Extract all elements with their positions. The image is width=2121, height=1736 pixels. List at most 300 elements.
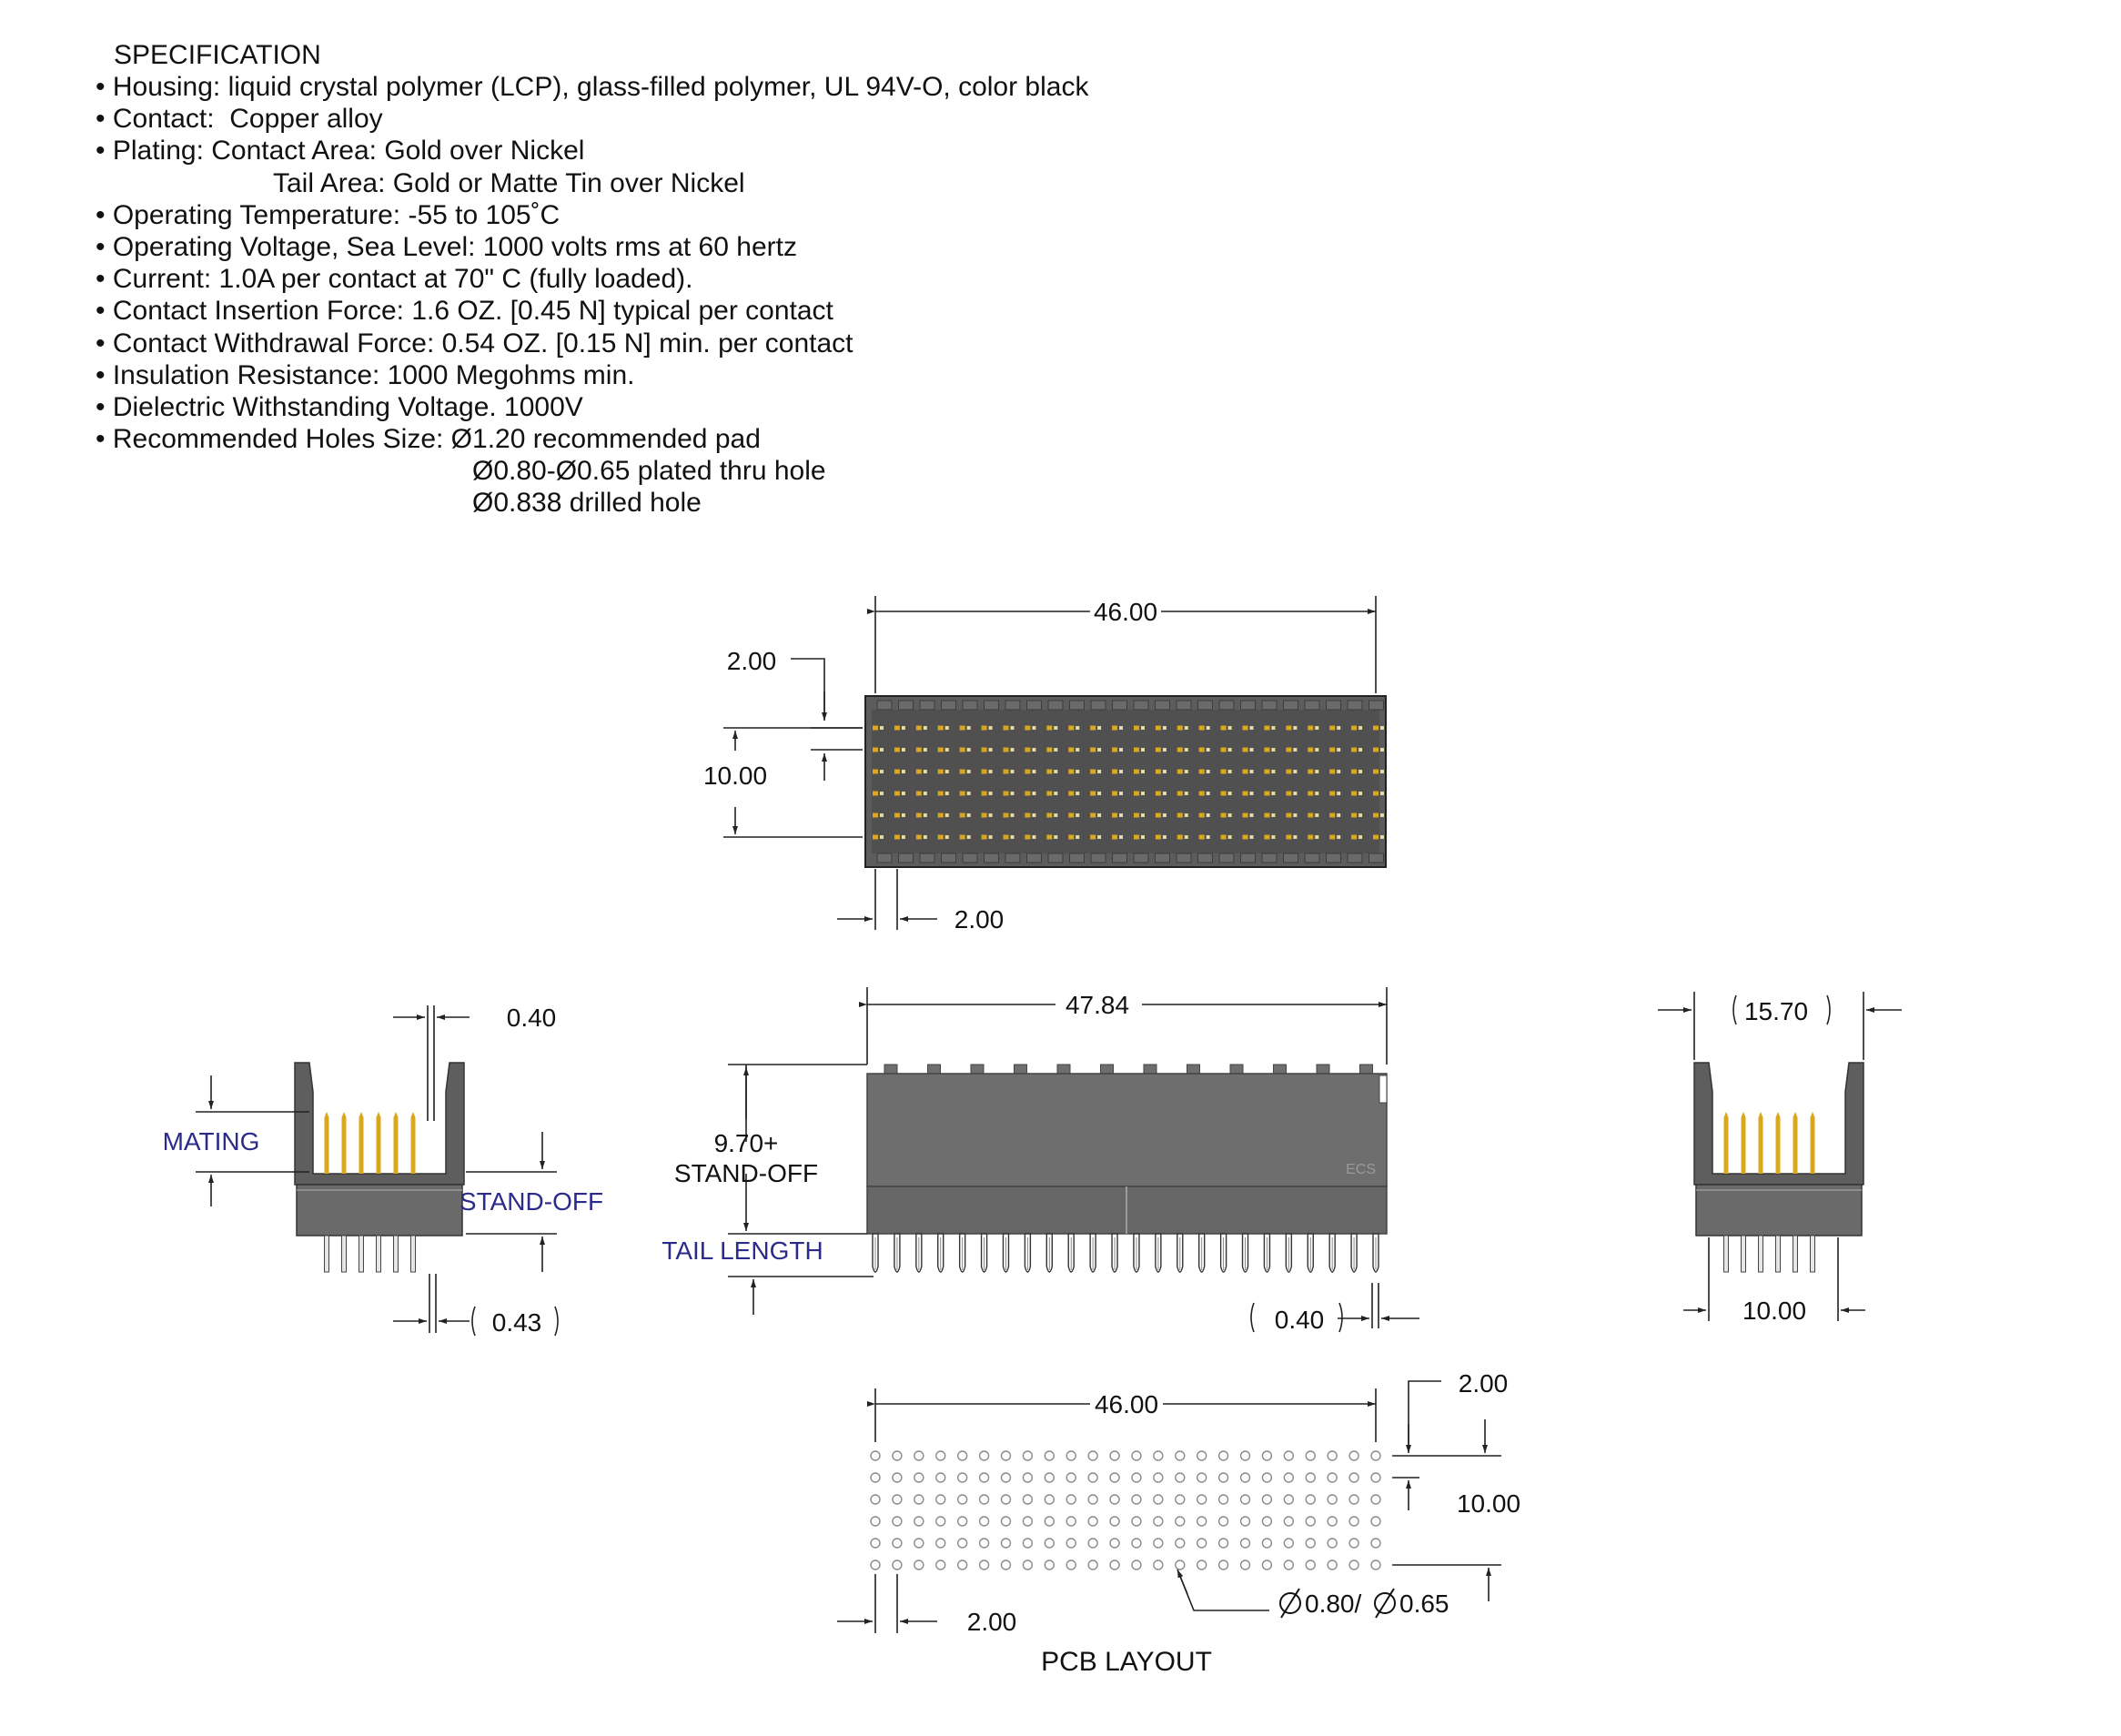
contact-dot-pair [1032,792,1035,795]
contact-dot [1156,770,1161,774]
gold-contact-tip [1759,1112,1763,1117]
gold-contact-tip [1724,1112,1729,1117]
pcb-hole [980,1560,989,1569]
pcb-hole [936,1517,945,1526]
contact-dot-pair [1097,726,1101,730]
spec-holes-plated: Ø0.80-Ø0.65 plated thru hole [472,456,826,487]
tail-pin [342,1236,347,1272]
pcb-hole [1001,1473,1010,1482]
contact-dot [1046,792,1052,796]
pcb-hole [1262,1539,1271,1548]
contact-dot-pair [1010,792,1014,795]
contact-dot-pair [1163,770,1167,773]
contact-dot-pair [989,726,993,730]
pcb-hole [1284,1473,1293,1482]
contact-dot [1221,835,1227,840]
gold-contact-tip [1811,1112,1815,1117]
pcb-hole [1001,1539,1010,1548]
pcb-hole [1045,1451,1054,1460]
contact-dot-pair [1185,770,1188,773]
contact-dot [1177,726,1183,731]
pcb-hole [1066,1495,1076,1504]
top-groove [1198,701,1213,710]
contact-dot [1134,792,1139,796]
contact-dot [1264,770,1269,774]
contact-dot-pair [924,792,927,795]
pcb-hole [1176,1539,1185,1548]
spec-contact: • Contact: Copper alloy [96,104,383,135]
spec-temperature: • Operating Temperature: -55 to 105˚C [96,199,561,230]
contact-dot [1177,835,1183,840]
contact-dot [873,835,878,840]
contact-dot [916,792,922,796]
contact-dot [1329,792,1335,796]
bottom-groove [1027,853,1042,863]
gold-contact-tip [325,1112,329,1117]
front-standoff-label: STAND-OFF [673,1159,819,1187]
pcb-hole [1001,1451,1010,1460]
bottom-groove [1348,853,1362,863]
contact-dot [1025,835,1030,840]
contact-dot [1373,792,1379,796]
contact-dot-pair [1271,726,1275,730]
bottom-groove [1091,853,1106,863]
contact-dot [960,835,965,840]
right-view-housing-lower [1696,1185,1862,1236]
contact-dot [1221,770,1227,774]
left-mating-label: MATING [162,1127,260,1156]
pcb-hole [936,1451,945,1460]
pcb-pitch-dim: 2.00 [966,1608,1017,1636]
pcb-hole [893,1473,902,1482]
front-tail-length-label: TAIL LENGTH [662,1236,823,1265]
pcb-hole [1371,1560,1380,1569]
contact-dot [894,813,900,818]
front-tooth [1144,1065,1156,1074]
contact-dot-pair [1250,770,1254,773]
pcb-hole [1045,1495,1054,1504]
pcb-hole [914,1473,924,1482]
pcb-hole [1154,1495,1163,1504]
pcb-hole [980,1451,989,1460]
pcb-height-dim: 10.00 [1456,1489,1521,1518]
contact-dot [1046,726,1052,731]
top-pitch-dim: 2.00 [954,905,1005,934]
pcb-hole [1284,1560,1293,1569]
top-groove [877,701,892,710]
pcb-hole [1066,1473,1076,1482]
contact-dot [1177,813,1183,818]
contact-dot-pair [1119,726,1123,730]
pcb-hole [914,1517,924,1526]
contact-dot-pair [1250,813,1254,817]
top-groove [1369,701,1384,710]
pcb-hole [914,1560,924,1569]
bottom-groove [985,853,999,863]
contact-dot-pair [945,835,949,839]
pcb-hole [893,1517,902,1526]
top-view-inner [872,710,1379,853]
contact-dot [982,770,987,774]
pcb-hole [1197,1495,1207,1504]
gold-contact-tip [359,1112,364,1117]
contact-dot [960,813,965,818]
pcb-hole [914,1495,924,1504]
contact-dot-pair [1076,726,1079,730]
contact-dot-pair [1207,770,1210,773]
contact-dot [873,770,878,774]
pcb-hole [1219,1473,1228,1482]
tail-pin [394,1236,399,1272]
top-groove [1113,701,1127,710]
bottom-groove [920,853,934,863]
pcb-hole [1132,1473,1141,1482]
contact-dot [938,813,944,818]
contact-dot-pair [945,770,949,773]
contact-dot [1199,726,1205,731]
contact-dot [1025,726,1030,731]
bottom-groove [1305,853,1319,863]
contact-dot-pair [1097,835,1101,839]
contact-dot [1373,835,1379,840]
contact-dot [938,726,944,731]
top-groove [1048,701,1063,710]
pcb-hole [1284,1495,1293,1504]
pcb-hole [1001,1495,1010,1504]
pcb-hole [1241,1473,1250,1482]
spec-holes: • Recommended Holes Size: Ø1.20 recommended pad [96,424,761,455]
contact-dot [1046,835,1052,840]
pcb-hole [1066,1560,1076,1569]
spec-housing: • Housing: liquid crystal polymer (LCP), glass-filled polymer, UL 94V-O, color black [96,72,1089,102]
gold-contact-tip [1776,1112,1781,1117]
front-tooth [1015,1065,1027,1074]
contact-dot [894,748,900,752]
contact-dot [1068,813,1074,818]
contact-dot [894,770,900,774]
pcb-hole [958,1473,967,1482]
contact-dot [982,726,987,731]
contact-dot-pair [1185,813,1188,817]
front-view-latch [1379,1075,1387,1103]
contact-dot [1090,813,1096,818]
contact-dot-pair [1119,770,1123,773]
contact-dot [1199,748,1205,752]
right-view-contacts [1724,1112,1815,1174]
contact-dot [1329,813,1335,818]
pcb-hole [1088,1473,1097,1482]
pcb-hole [1306,1473,1315,1482]
pcb-hole [1219,1539,1228,1548]
contact-dot [1112,726,1117,731]
left-tail-dim: 0.43 [491,1308,542,1337]
contact-dot [1373,770,1379,774]
contact-dot-pair [1032,726,1035,730]
contact-dot-pair [989,770,993,773]
tail-pin [359,1236,364,1272]
gold-contact [1742,1117,1746,1174]
contact-dot-pair [1250,748,1254,752]
left-view-contacts [325,1112,416,1174]
contact-dot [1286,835,1291,840]
contact-dot [938,792,944,796]
pcb-hole [1371,1495,1380,1504]
pcb-hole-grid [871,1451,1380,1569]
contact-dot [1090,835,1096,840]
contact-dot [1068,792,1074,796]
pcb-hole [1023,1539,1032,1548]
pcb-width-dim: 46.00 [1094,1390,1159,1418]
contact-dot-pair [1271,770,1275,773]
contact-dot [1156,726,1161,731]
pcb-hole [1088,1451,1097,1460]
bottom-groove [1048,853,1063,863]
tail-pin [411,1236,416,1272]
contact-dot [1112,792,1117,796]
contact-dot-pair [1293,835,1297,839]
contact-dot-pair [924,726,927,730]
bottom-groove [1262,853,1277,863]
contact-dot-pair [1054,813,1057,817]
contact-dot-pair [1032,770,1035,773]
contact-dot-pair [1119,792,1123,795]
contact-dot-pair [1358,726,1362,730]
contact-dot [1003,813,1008,818]
bottom-groove [1327,853,1341,863]
top-groove [1262,701,1277,710]
pcb-hole [1088,1560,1097,1569]
contact-dot [1003,748,1008,752]
contact-dot-pair [1293,726,1297,730]
contact-dot [1003,726,1008,731]
pcb-hole [936,1495,945,1504]
contact-dot [1025,813,1030,818]
pcb-hole [1088,1495,1097,1504]
pcb-hole [1197,1539,1207,1548]
pcb-hole [1219,1451,1228,1460]
contact-dot [1177,792,1183,796]
contact-dot-pair [1293,792,1297,795]
contact-dot-pair [1185,792,1188,795]
left-view-tails [325,1236,416,1272]
pcb-hole [1197,1451,1207,1460]
bottom-groove [877,853,892,863]
pcb-hole [936,1473,945,1482]
contact-dot [1264,813,1269,818]
pcb-hole [1088,1539,1097,1548]
pcb-hole [936,1539,945,1548]
contact-dot [916,813,922,818]
contact-dot-pair [967,748,971,752]
right-view-tails [1724,1236,1815,1272]
front-tooth [1187,1065,1200,1074]
contact-dot [1373,748,1379,752]
contact-dot [916,726,922,731]
contact-dot-pair [902,726,905,730]
contact-dot-pair [1380,726,1384,730]
pcb-hole [936,1560,945,1569]
spec-withdrawal-force: • Contact Withdrawal Force: 0.54 OZ. [0.15 N] min. per contact [96,328,853,358]
contact-dot-pair [1010,726,1014,730]
contact-dot [960,748,965,752]
contact-dot-pair [1228,792,1232,795]
bottom-groove [899,853,914,863]
pcb-hole [1241,1560,1250,1569]
pcb-hole [1371,1539,1380,1548]
right-width-dim: 15.70 [1743,997,1809,1025]
contact-dot-pair [1250,835,1254,839]
contact-dot [938,835,944,840]
tail-pin [1759,1236,1763,1272]
top-groove [963,701,977,710]
contact-dot [1068,726,1074,731]
contact-dot-pair [1337,748,1340,752]
contact-dot [1308,770,1313,774]
contact-dot-pair [1163,835,1167,839]
pcb-hole [1088,1517,1097,1526]
pcb-hole [1066,1517,1076,1526]
pcb-hole [1241,1495,1250,1504]
pcb-hole [1349,1495,1358,1504]
contact-dot-pair [1119,835,1123,839]
contact-dot-pair [1315,770,1318,773]
contact-dot-pair [1010,835,1014,839]
gold-contact [1724,1117,1729,1174]
contact-dot-pair [1271,748,1275,752]
pcb-hole [1349,1517,1358,1526]
contact-dot-pair [1380,770,1384,773]
pcb-hole [1284,1451,1293,1460]
pcb-hole [1110,1473,1119,1482]
contact-dot [894,835,900,840]
pcb-hole [914,1451,924,1460]
bottom-groove [942,853,956,863]
pcb-hole [914,1539,924,1548]
contact-dot-pair [1141,813,1145,817]
front-view-marking: ECS [1346,1162,1376,1177]
contact-dot [916,748,922,752]
contact-dot-pair [1315,748,1318,752]
contact-dot-pair [1032,813,1035,817]
pcb-hole [1328,1451,1337,1460]
front-standoff-value: 9.70+ [713,1129,779,1157]
contact-dot [1090,792,1096,796]
pcb-hole [1023,1560,1032,1569]
bottom-groove [1284,853,1298,863]
spec-dielectric: • Dielectric Withstanding Voltage. 1000V [96,391,583,422]
contact-dot-pair [1207,792,1210,795]
contact-dot [1264,835,1269,840]
pcb-hole [1262,1495,1271,1504]
gold-contact-tip [411,1112,416,1117]
contact-dot-pair [902,835,905,839]
pcb-hole [1132,1495,1141,1504]
pcb-hole [1197,1560,1207,1569]
pcb-hole [871,1451,880,1460]
gold-contact [325,1117,329,1174]
pcb-hole [1284,1539,1293,1548]
contact-dot-pair [945,813,949,817]
contact-dot-pair [945,748,949,752]
contact-dot-pair [1141,726,1145,730]
contact-dot [1090,748,1096,752]
top-row-offset-dim: 2.00 [726,647,777,675]
contact-dot-pair [1293,813,1297,817]
contact-dot-pair [1250,726,1254,730]
contact-dot [916,770,922,774]
contact-dot-pair [1207,813,1210,817]
pcb-hole [1045,1560,1054,1569]
pcb-hole [893,1495,902,1504]
pcb-hole [1328,1495,1337,1504]
contact-dot [1351,726,1357,731]
pcb-hole [1132,1517,1141,1526]
top-height-dim: 10.00 [702,762,768,790]
pcb-hole [1110,1539,1119,1548]
contact-dot-pair [880,813,884,817]
pcb-hole [980,1517,989,1526]
top-groove [1327,701,1341,710]
pcb-hole [1023,1473,1032,1482]
pcb-hole [1262,1473,1271,1482]
contact-dot-pair [1076,770,1079,773]
contact-dot-pair [1054,835,1057,839]
pcb-hole [1241,1539,1250,1548]
tail-pin [1811,1236,1815,1272]
contact-dot-pair [1076,792,1079,795]
pcb-hole [1176,1560,1185,1569]
contact-dot [1177,770,1183,774]
front-tooth [1274,1065,1287,1074]
contact-dot-pair [1119,813,1123,817]
bottom-groove [1070,853,1085,863]
top-groove [1134,701,1148,710]
front-view-top-teeth [884,1065,1373,1074]
left-contact-dim: 0.40 [506,1004,557,1032]
top-groove [1156,701,1170,710]
pcb-hole [1262,1451,1271,1460]
contact-dot [1243,770,1248,774]
contact-dot [1046,813,1052,818]
pcb-hole [1045,1517,1054,1526]
contact-dot [1068,835,1074,840]
contact-dot [982,835,987,840]
bottom-groove [1113,853,1127,863]
contact-dot-pair [989,748,993,752]
contact-dot-pair [967,792,971,795]
contact-dot-pair [1141,748,1145,752]
contact-dot [1025,792,1030,796]
gold-contact [342,1117,347,1174]
contact-dot [1199,770,1205,774]
contact-dot-pair [1141,835,1145,839]
contact-dot [1308,748,1313,752]
contact-dot [1329,835,1335,840]
contact-dot [873,813,878,818]
gold-contact [394,1117,399,1174]
gold-contact-tip [1793,1112,1798,1117]
pcb-hole [958,1495,967,1504]
contact-dot-pair [1185,748,1188,752]
contact-dot [1286,770,1291,774]
contact-dot-pair [1228,726,1232,730]
bottom-groove [1177,853,1191,863]
contact-dot [1286,748,1291,752]
pcb-hole [1219,1560,1228,1569]
pcb-hole [871,1517,880,1526]
gold-contact-tip [377,1112,381,1117]
pcb-hole [893,1560,902,1569]
